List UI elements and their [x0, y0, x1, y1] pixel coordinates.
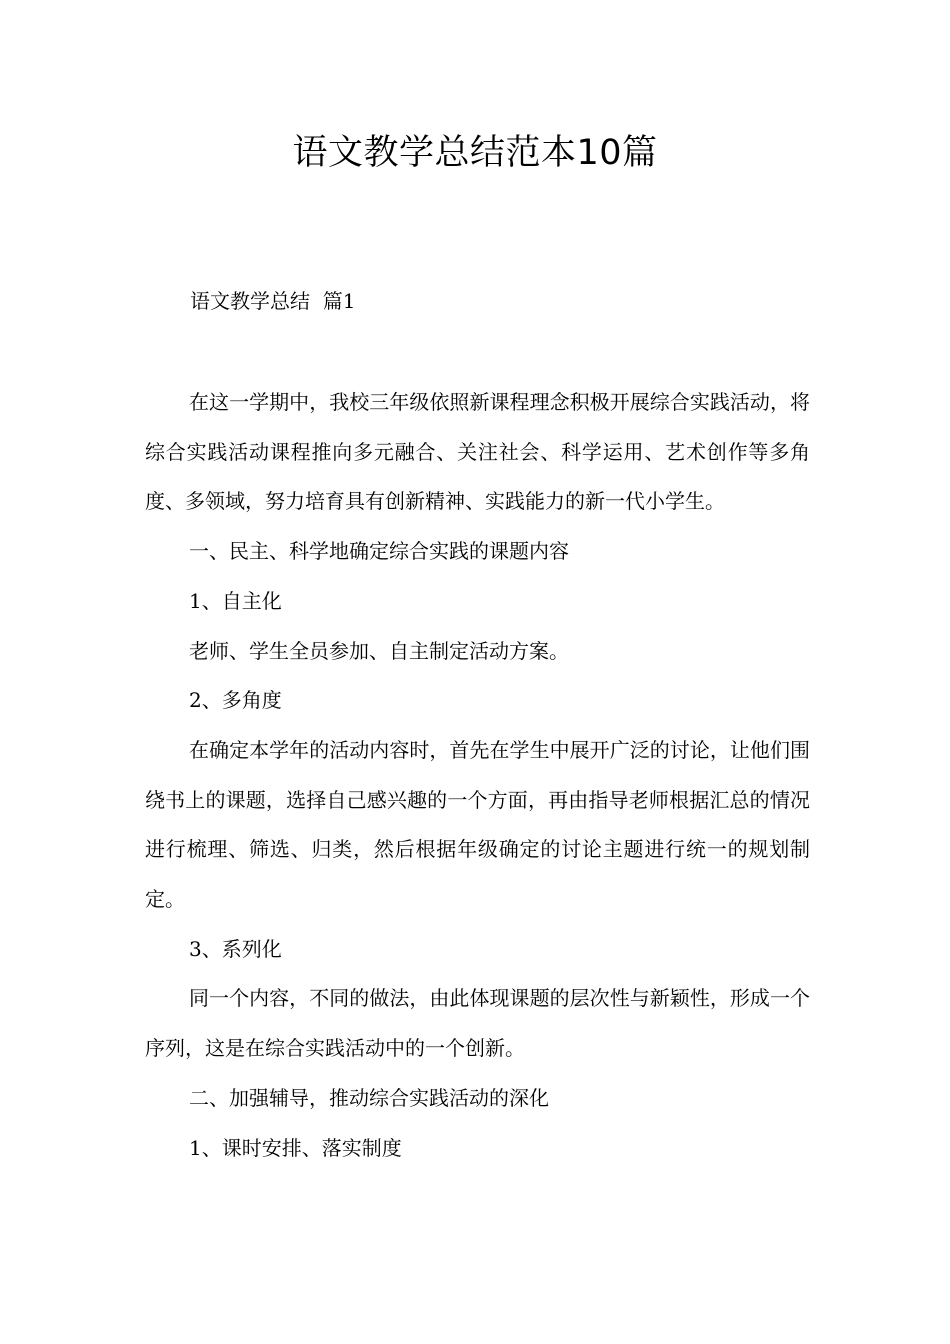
- paragraph: 2、多角度: [189, 688, 282, 713]
- paragraph: 一、民主、科学地确定综合实践的课题内容: [189, 539, 569, 564]
- paragraph: 1、课时安排、落实制度: [189, 1135, 402, 1160]
- paragraph: 在确定本学年的活动内容时，首先在学生中展开广泛的讨论，让他们围绕书上的课题，选择自己感兴趣的一个方面，再由指导老师根据汇总的情况进行梳理、筛选、归类，然后根据年级确定的讨论主题进行统一的规划制定。: [145, 737, 810, 912]
- section-heading: 语文教学总结 篇1: [190, 289, 356, 313]
- paragraph: 二、加强辅导，推动综合实践活动的深化: [189, 1085, 549, 1110]
- paragraph: 1、自主化: [189, 588, 282, 613]
- document-title: 语文教学总结范本10篇: [292, 133, 658, 173]
- paragraph: 3、系列化: [189, 936, 282, 961]
- document-body: [145, 378, 810, 1173]
- paragraph: 老师、学生全员参加、自主制定活动方案。: [189, 638, 569, 663]
- paragraph: 同一个内容，不同的做法，由此体现课题的层次性与新颖性，形成一个序列，这是在综合实践活动中的一个创新。: [145, 986, 810, 1061]
- paragraph: 在这一学期中，我校三年级依照新课程理念积极开展综合实践活动，将综合实践活动课程推向多元融合、关注社会、科学运用、艺术创作等多角度、多领域，努力培育具有创新精神、实践能力的新一代小学生。: [145, 390, 810, 514]
